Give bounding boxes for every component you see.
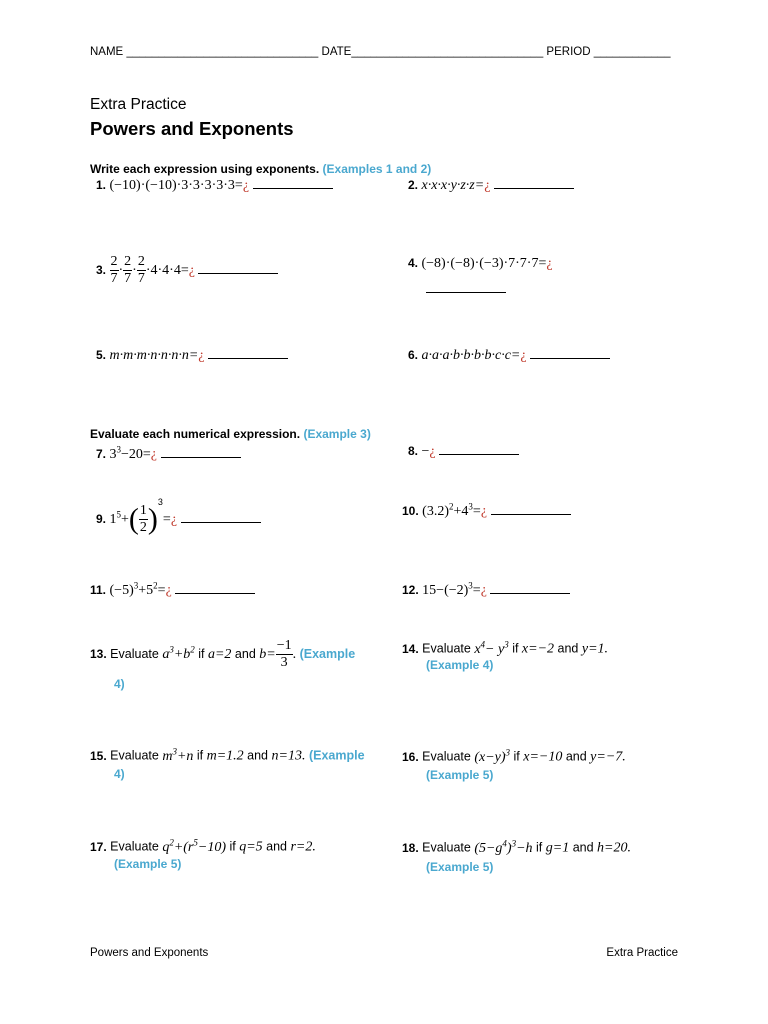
problem-number: 8. xyxy=(408,444,419,458)
expression: x·x·x·y·z·z= xyxy=(421,178,485,193)
problem-number: 18. xyxy=(402,840,419,855)
problem-5 xyxy=(96,348,288,364)
problem-number: 10. xyxy=(402,503,419,518)
problem-13: 13. Evaluate $a^3+b^2$ if a=2 and b= $\frac{-1}{3}$ . (Example xyxy=(90,638,356,670)
answer-placeholder: ¿ xyxy=(480,582,487,598)
problem-8 xyxy=(408,444,519,460)
problem-12: 12. $15-(-2)^3=¿$ xyxy=(402,580,570,599)
problem-number: 16. xyxy=(402,749,419,764)
name-label: NAME xyxy=(90,46,124,58)
problem-10: 10. $(3.2)^2+4^3=¿$ xyxy=(402,501,571,520)
problem-number: 5. xyxy=(96,348,107,362)
page-subtitle: Extra Practice xyxy=(90,96,187,113)
problem-number: 11. xyxy=(90,582,107,597)
problem-15-ref-continued[interactable]: 4) xyxy=(114,767,125,781)
problem-number: 14. xyxy=(402,641,419,656)
problem-18: 18. Evaluate $(5-g^4)^3-h$ if g=1 and h=20. xyxy=(402,838,631,856)
fraction: $\frac{2}{7}$ xyxy=(137,254,145,286)
answer-blank[interactable] xyxy=(253,178,333,189)
expression: m·m·m·n·n·n·n= xyxy=(109,348,199,363)
evaluate-label: Evaluate xyxy=(110,646,159,661)
answer-placeholder: ¿ xyxy=(480,503,488,519)
evaluate-label: Evaluate xyxy=(422,749,471,764)
problem-number: 4. xyxy=(408,256,419,270)
problem-number: 1. xyxy=(96,178,107,192)
instruction-text: Write each expression using exponents. xyxy=(90,162,320,176)
fraction: $\frac{1}{2}$ xyxy=(139,503,147,536)
student-info-header xyxy=(90,46,678,58)
fraction: $\frac{-1}{3}$ xyxy=(276,638,292,670)
answer-placeholder: ¿ xyxy=(188,262,195,278)
fraction: $\frac{2}{7}$ xyxy=(124,254,132,286)
problem-6 xyxy=(408,348,610,364)
answer-blank[interactable] xyxy=(181,512,261,523)
expression: ·4·4·4= xyxy=(145,262,189,278)
evaluate-label: Evaluate xyxy=(422,641,471,656)
page-title: Powers and Exponents xyxy=(90,118,294,139)
problem-17: 17. Evaluate $q^2+(r^5-10)$ if q=5 and r=2. xyxy=(90,837,316,855)
problem-number: 6. xyxy=(408,348,419,362)
expression: (−8)·(−8)·(−3)·7·7·7= xyxy=(421,256,547,271)
instruction-text: Evaluate each numerical expression. xyxy=(90,427,301,441)
answer-blank[interactable] xyxy=(494,178,574,189)
answer-blank[interactable] xyxy=(530,348,610,359)
answer-blank[interactable] xyxy=(490,583,570,594)
answer-blank[interactable] xyxy=(161,447,241,458)
problem-7: 7. $3^3-20=¿$ xyxy=(96,444,241,463)
answer-placeholder: ¿ xyxy=(198,348,205,363)
answer-blank[interactable] xyxy=(208,348,288,359)
answer-blank[interactable] xyxy=(439,444,519,455)
problem-4-answer-line xyxy=(426,280,506,298)
section1-instruction xyxy=(90,162,431,176)
answer-placeholder: ¿ xyxy=(484,178,491,193)
answer-blank[interactable] xyxy=(426,282,506,293)
problem-17-example-reference[interactable]: (Example 5) xyxy=(114,857,182,871)
problem-1 xyxy=(96,178,333,194)
answer-placeholder: ¿ xyxy=(165,582,172,598)
problem-18-example-reference[interactable]: (Example 5) xyxy=(426,860,494,874)
example-reference-link[interactable]: (Example xyxy=(308,748,365,763)
answer-placeholder: ¿ xyxy=(546,256,553,271)
problem-number: 13. xyxy=(90,646,107,661)
problem-3: 3. $\frac{2}{7}$ · $\frac{2}{7}$ · $\frac{2}{7}$ ·4·4·4=¿ xyxy=(96,254,278,287)
evaluate-label: Evaluate xyxy=(110,839,159,854)
problem-14: 14. Evaluate $x^4- y^3$ if x=−2 and y=1. xyxy=(402,639,609,657)
date-field[interactable]: ______________________________ xyxy=(351,46,544,58)
answer-placeholder: ¿ xyxy=(242,178,250,193)
answer-blank[interactable] xyxy=(175,583,255,594)
answer-placeholder: ¿ xyxy=(520,348,527,363)
answer-placeholder: ¿ xyxy=(150,446,158,462)
expression: a·a·a·b·b·b·b·c·c= xyxy=(421,348,521,363)
problem-9: 9. $1^5+$( $\frac{1}{2}$ )$^3$=¿ xyxy=(96,497,261,537)
problem-4 xyxy=(408,256,553,272)
section2-instruction xyxy=(90,427,371,441)
footer-left: Powers and Exponents xyxy=(90,947,209,959)
problem-number: 15. xyxy=(90,748,107,763)
problem-11: 11. $(-5)^3+5^2=¿$ xyxy=(90,580,255,599)
evaluate-label: Evaluate xyxy=(110,748,159,763)
period-label: PERIOD xyxy=(546,46,591,58)
answer-placeholder: ¿ xyxy=(429,444,436,459)
problem-15: 15. Evaluate $m^3+n$ if m=1.2 and n=13. (Example xyxy=(90,746,365,764)
evaluate-label: Evaluate xyxy=(422,840,471,855)
problem-number: 7. xyxy=(96,446,107,461)
problem-16: 16. Evaluate $(x-y)^3$ if x=−10 and y=−7. xyxy=(402,747,626,765)
problem-number: 3. xyxy=(96,262,107,277)
problem-16-example-reference[interactable]: (Example 5) xyxy=(426,768,494,782)
problem-2 xyxy=(408,178,574,194)
problem-13-ref-continued[interactable]: 4) xyxy=(114,677,125,691)
answer-blank[interactable] xyxy=(198,263,278,274)
example-reference-link[interactable]: (Example xyxy=(299,646,356,661)
example-reference-link[interactable]: (Examples 1 and 2) xyxy=(322,162,432,176)
problem-number: 17. xyxy=(90,839,107,854)
period-field[interactable]: ____________ xyxy=(593,46,671,58)
problem-14-example-reference[interactable]: (Example 4) xyxy=(426,658,494,672)
date-label: DATE xyxy=(321,46,352,58)
problem-number: 12. xyxy=(402,582,419,597)
name-field[interactable]: ______________________________ xyxy=(126,46,319,58)
problem-number: 9. xyxy=(96,512,107,526)
example-reference-link[interactable]: (Example 3) xyxy=(303,427,371,441)
expression: (−10)·(−10)·3·3·3·3·3= xyxy=(109,178,243,193)
answer-placeholder: ¿ xyxy=(170,512,178,527)
problem-number: 2. xyxy=(408,178,419,192)
fraction: $\frac{2}{7}$ xyxy=(110,254,118,286)
answer-blank[interactable] xyxy=(491,504,571,515)
expression: − xyxy=(421,444,430,459)
footer-right: Extra Practice xyxy=(606,947,678,959)
